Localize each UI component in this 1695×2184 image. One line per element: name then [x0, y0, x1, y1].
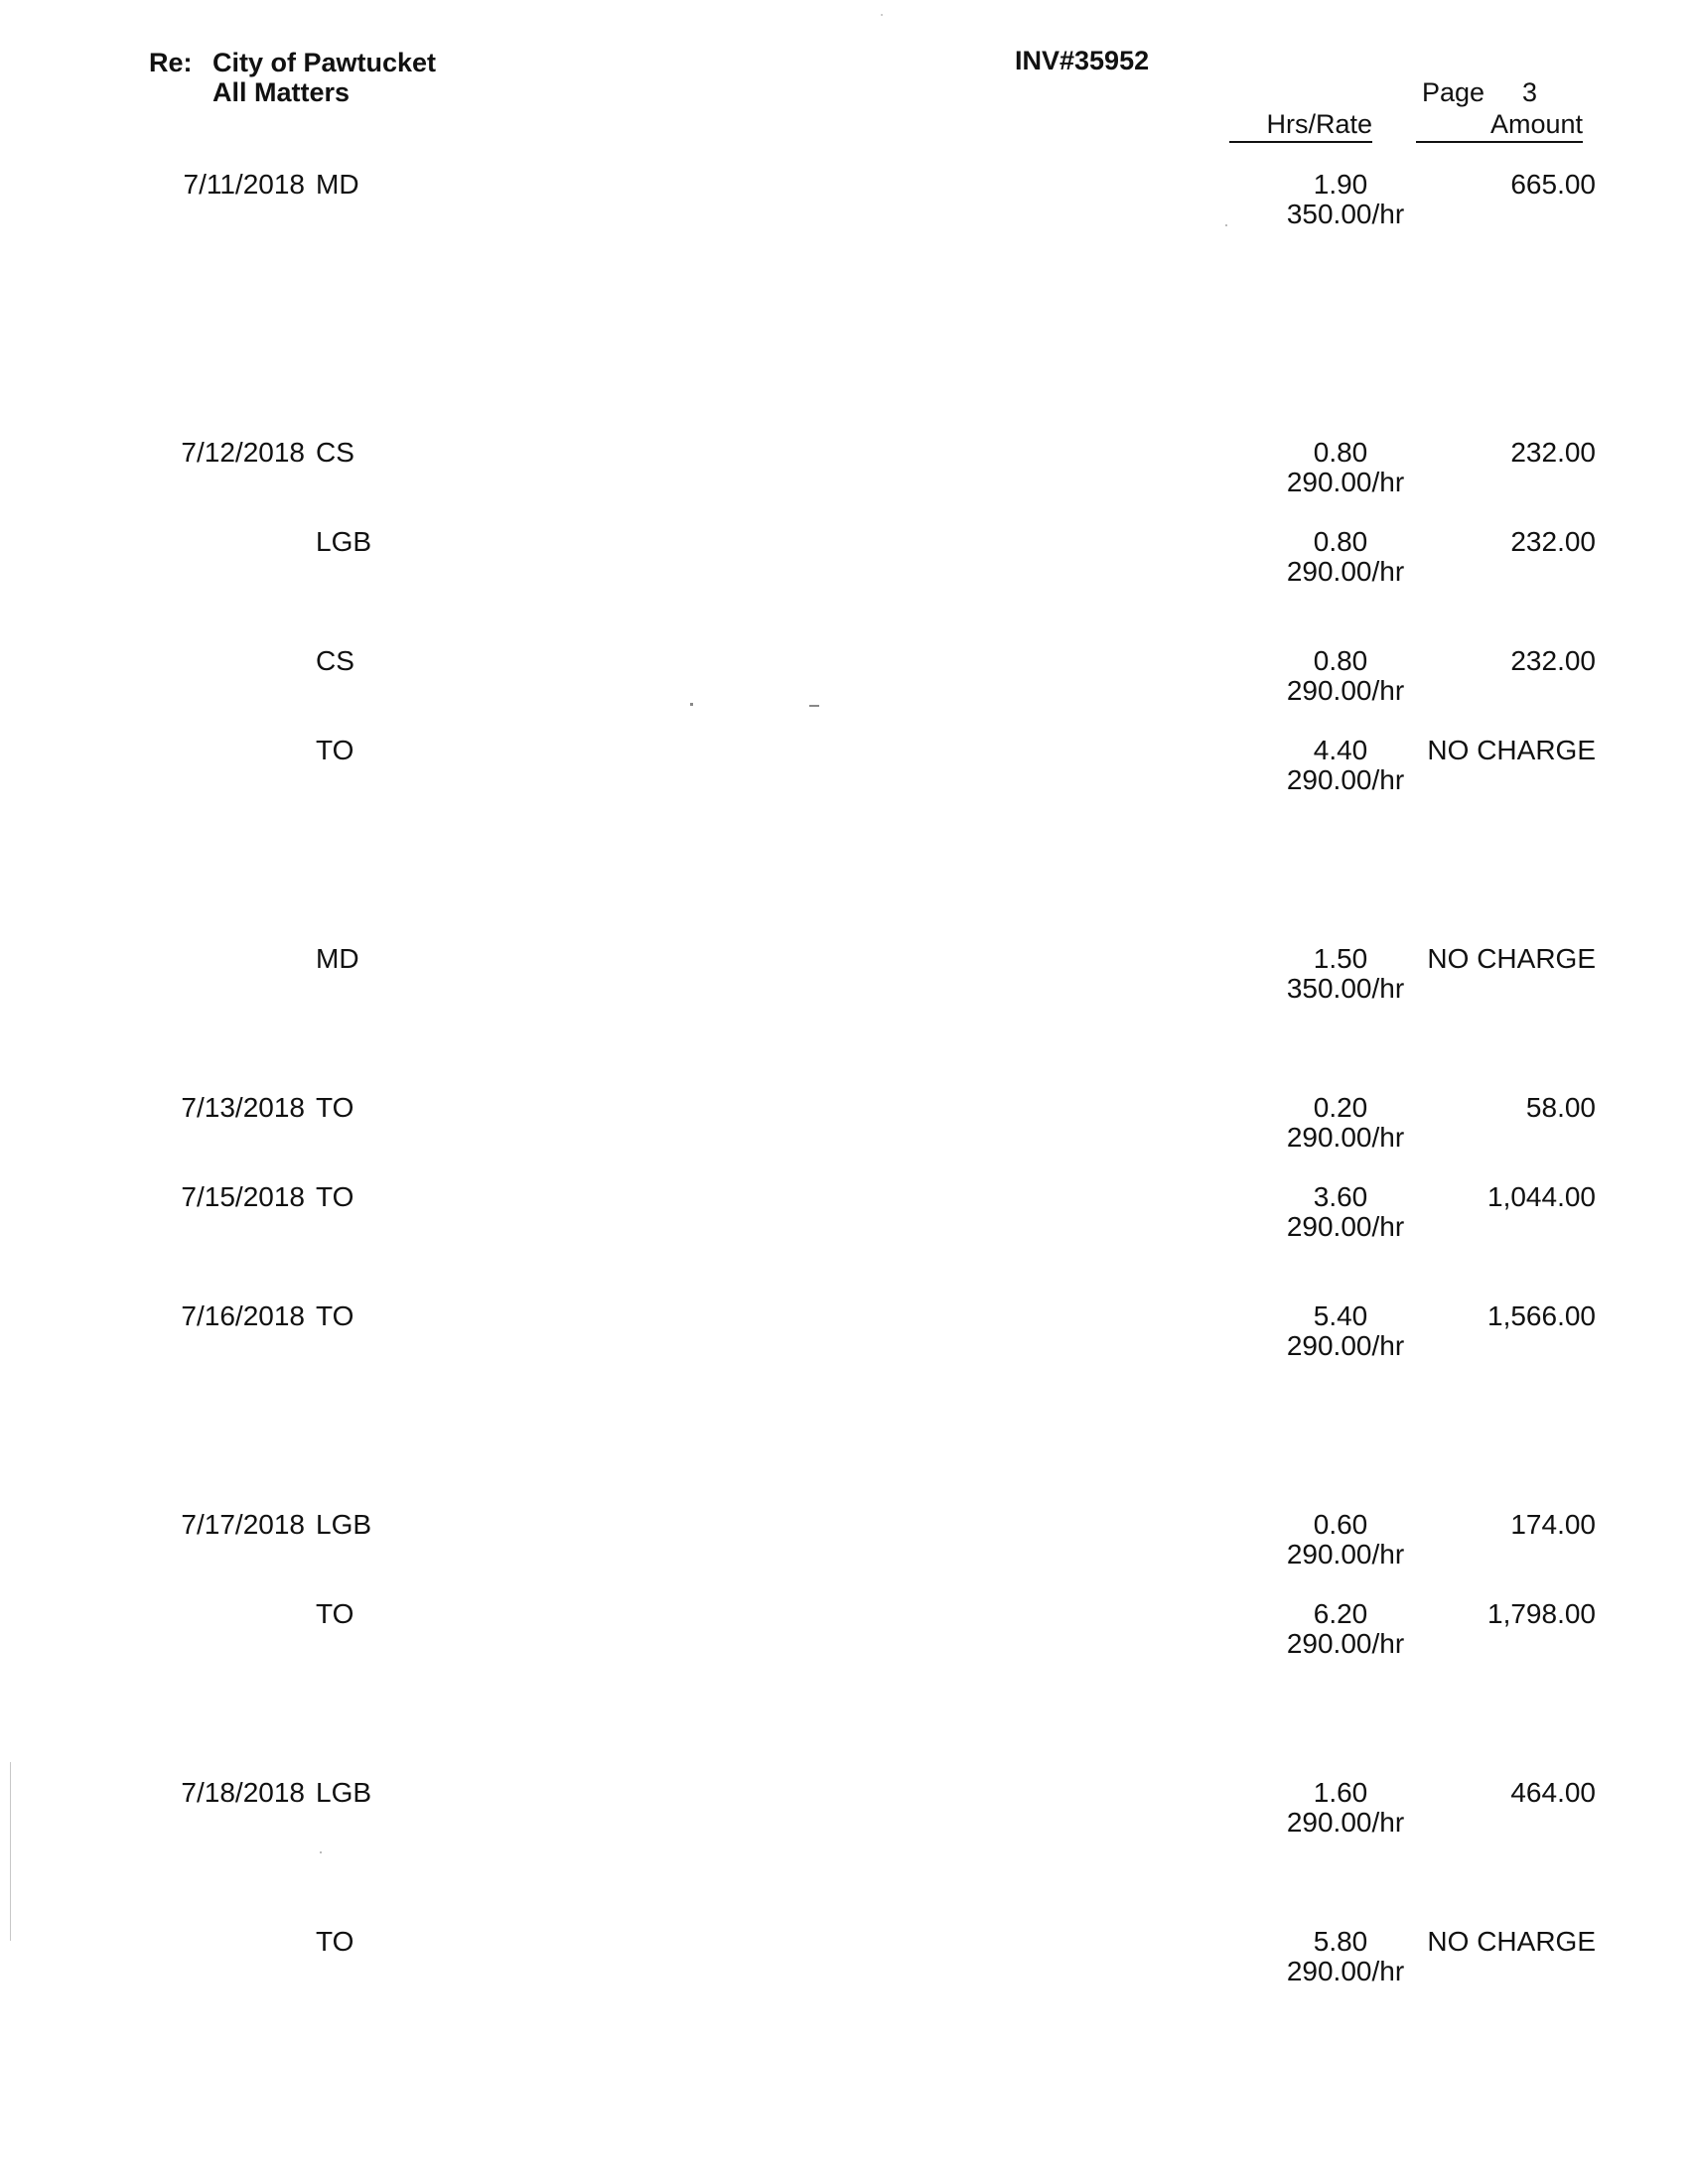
entry-timekeeper: TO: [316, 1181, 354, 1212]
column-header-amount: [1416, 109, 1583, 143]
entry-timekeeper: MD: [316, 169, 359, 200]
entry-amount: 58.00: [1525, 1092, 1596, 1123]
entry-rate: 290.00/hr: [1286, 1122, 1405, 1153]
entry-date: 7/12/2018: [181, 437, 305, 468]
hrs-rate-label: Hrs/Rate: [1229, 109, 1372, 143]
entry-amount: 464.00: [1510, 1777, 1596, 1808]
entry-rate: 350.00/hr: [1286, 199, 1405, 229]
time-entry: [0, 1182, 1695, 1262]
time-entry: [0, 944, 1695, 1024]
entry-hours: 1.90: [1313, 169, 1368, 200]
entry-timekeeper: TO: [316, 1598, 354, 1629]
entry-amount: NO CHARGE: [1427, 735, 1596, 765]
entry-rate: 290.00/hr: [1286, 1807, 1405, 1838]
entry-timekeeper: LGB: [316, 1777, 372, 1808]
entry-rate: 290.00/hr: [1286, 1956, 1405, 1986]
entry-rate: 350.00/hr: [1286, 973, 1405, 1004]
time-entry: [0, 1301, 1695, 1381]
entry-rate: 290.00/hr: [1286, 764, 1405, 795]
time-entry: [0, 646, 1695, 726]
entry-amount: 1,566.00: [1487, 1300, 1596, 1331]
entry-rate: 290.00/hr: [1286, 1211, 1405, 1242]
page-number: 3: [1522, 77, 1538, 107]
entry-hours: 1.60: [1313, 1777, 1368, 1808]
entry-date: 7/18/2018: [181, 1777, 305, 1808]
entry-rate: 290.00/hr: [1286, 1539, 1405, 1570]
time-entry: [0, 1599, 1695, 1679]
entry-rate: 290.00/hr: [1286, 1628, 1405, 1659]
entry-amount: 1,798.00: [1487, 1598, 1596, 1629]
client-name: City of Pawtucket: [212, 48, 437, 77]
entry-amount: 232.00: [1510, 645, 1596, 676]
entry-timekeeper: TO: [316, 735, 354, 765]
re-label: Re:: [149, 48, 193, 77]
entry-amount: NO CHARGE: [1427, 1926, 1596, 1957]
time-entry: [0, 1927, 1695, 2006]
entry-timekeeper: LGB: [316, 526, 372, 557]
scan-speck: [320, 1851, 322, 1853]
amount-label: Amount: [1416, 109, 1583, 143]
entry-amount: 1,044.00: [1487, 1181, 1596, 1212]
entry-hours: 0.80: [1313, 645, 1368, 676]
entry-amount: 232.00: [1510, 526, 1596, 557]
entry-rate: 290.00/hr: [1286, 556, 1405, 587]
entry-date: 7/17/2018: [181, 1509, 305, 1540]
entry-amount: 665.00: [1510, 169, 1596, 200]
entry-rate: 290.00/hr: [1286, 675, 1405, 706]
entry-hours: 0.80: [1313, 437, 1368, 468]
entry-amount: 174.00: [1510, 1509, 1596, 1540]
scan-speck: [881, 14, 883, 16]
entry-amount: NO CHARGE: [1427, 943, 1596, 974]
entry-rate: 290.00/hr: [1286, 1330, 1405, 1361]
entry-hours: 0.80: [1313, 526, 1368, 557]
entry-hours: 0.20: [1313, 1092, 1368, 1123]
column-header-hrs-rate: [1229, 109, 1372, 143]
entry-hours: 4.40: [1313, 735, 1368, 765]
scan-speck: [1225, 224, 1227, 226]
entry-date: 7/11/2018: [183, 169, 305, 200]
time-entry: [0, 438, 1695, 517]
entry-amount: 232.00: [1510, 437, 1596, 468]
entry-date: 7/15/2018: [181, 1181, 305, 1212]
time-entry: [0, 1510, 1695, 1589]
time-entry: [0, 1778, 1695, 1857]
scan-edge-line: [10, 1762, 11, 1941]
entry-timekeeper: MD: [316, 943, 359, 974]
scan-speck: [690, 703, 693, 706]
time-entry: [0, 170, 1695, 249]
scan-speck: [809, 705, 819, 707]
entry-hours: 1.50: [1313, 943, 1368, 974]
entry-hours: 6.20: [1313, 1598, 1368, 1629]
entry-hours: 5.40: [1313, 1300, 1368, 1331]
matter-name: All Matters: [212, 77, 351, 107]
entry-timekeeper: LGB: [316, 1509, 372, 1540]
entry-timekeeper: CS: [316, 437, 354, 468]
entry-date: 7/13/2018: [181, 1092, 305, 1123]
entry-date: 7/16/2018: [181, 1300, 305, 1331]
entry-timekeeper: CS: [316, 645, 354, 676]
entry-hours: 0.60: [1313, 1509, 1368, 1540]
entry-timekeeper: TO: [316, 1300, 354, 1331]
entry-timekeeper: TO: [316, 1092, 354, 1123]
time-entry: [0, 736, 1695, 815]
time-entry: [0, 1093, 1695, 1172]
entry-hours: 5.80: [1313, 1926, 1368, 1957]
entry-timekeeper: TO: [316, 1926, 354, 1957]
page-label: Page: [1422, 77, 1485, 107]
invoice-number: INV#35952: [1015, 46, 1150, 75]
time-entry: [0, 527, 1695, 607]
entry-rate: 290.00/hr: [1286, 467, 1405, 497]
entry-hours: 3.60: [1313, 1181, 1368, 1212]
